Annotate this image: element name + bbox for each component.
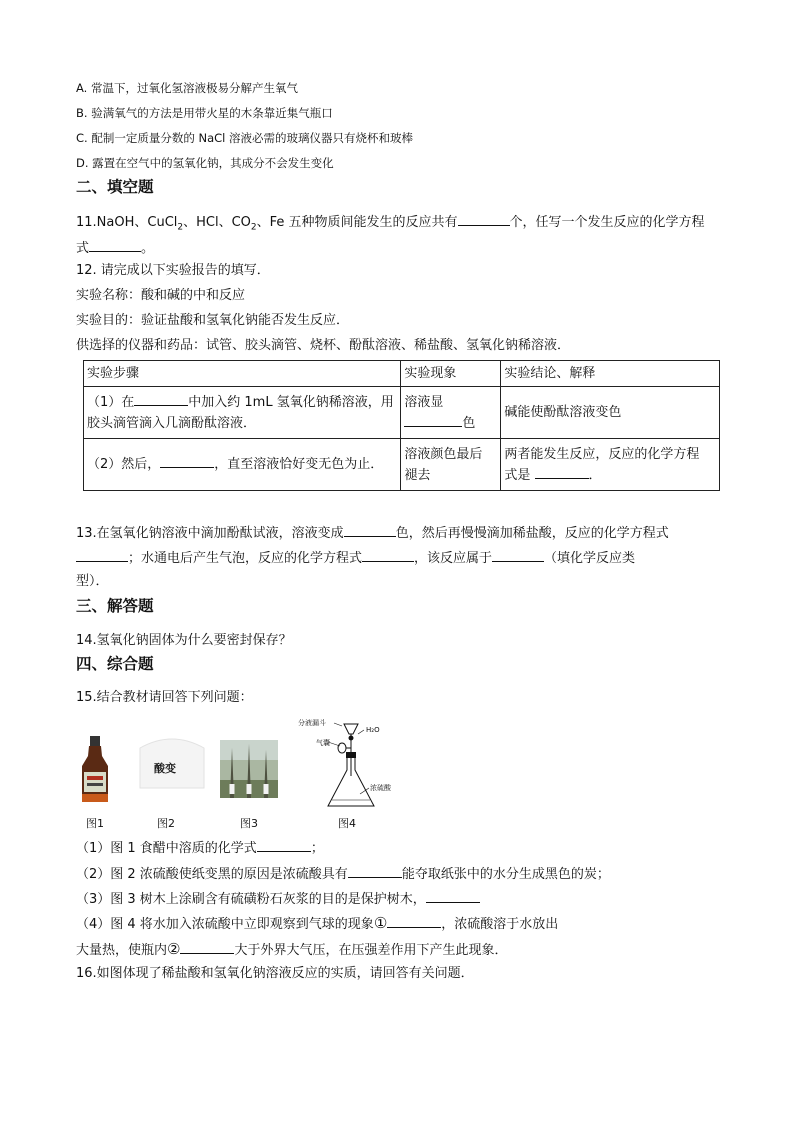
q15-sub2: （2）图 2 浓硫酸使纸变黑的原因是浓硫酸具有 能夺取纸张中的水分生成黑色的炭； — [76, 864, 610, 884]
q15-blank-property[interactable] — [348, 864, 402, 878]
flask-apparatus-figure — [298, 714, 408, 814]
section-comprehensive-heading: 四、综合题 — [76, 655, 154, 673]
q13-blank-equation1[interactable] — [76, 548, 128, 562]
blank-operation[interactable] — [160, 454, 214, 468]
q15-sub3: （3）图 3 树木上涂刷含有硫磺粉石灰浆的目的是保护树木， — [76, 889, 480, 909]
row1-step: （1）在 中加入约 1mL 氢氧化钠稀溶液，用 胶头滴管滴入几滴酚酞溶液． — [84, 387, 401, 439]
table-header-row — [84, 361, 720, 387]
label-funnel: 分液漏斗 — [298, 719, 326, 727]
blackened-paper-figure — [134, 728, 210, 794]
q13-line3: 型）． — [76, 574, 109, 589]
blank-equation[interactable] — [535, 465, 589, 479]
row2-phenomenon: 溶液颜色最后 褪去 — [401, 439, 501, 491]
q12-name: 实验名称：酸和碱的中和反应 — [76, 288, 246, 303]
trees-figure — [220, 740, 278, 798]
q15-title: 15.结合教材请回答下列问题： — [76, 690, 253, 705]
header-steps: 实验步骤 — [84, 361, 401, 387]
q15-sub1: （1）图 1 食醋中溶质的化学式 ； — [76, 838, 324, 858]
option-a: A. 常温下，过氧化氢溶液极易分解产生氧气 — [76, 81, 298, 95]
label-balloon: 气囊 — [316, 739, 330, 747]
experiment-report-table — [83, 360, 720, 491]
caption-fig3: 图3 — [240, 817, 258, 830]
header-phenomenon: 实验现象 — [401, 361, 501, 387]
q13-blank-color[interactable] — [344, 523, 396, 537]
table-row — [84, 387, 720, 439]
q11-blank-equation[interactable] — [89, 238, 141, 252]
caption-fig2: 图2 — [157, 817, 175, 830]
q15-blank-formula[interactable] — [257, 838, 311, 852]
section-answer-heading: 三、解答题 — [76, 597, 154, 615]
q12-title: 12. 请完成以下实验报告的填写． — [76, 263, 270, 278]
q15-sub4-cont: 大量热，使瓶内② 大于外界大气压，在压强差作用下产生此现象． — [76, 940, 508, 958]
q15-blank-purpose[interactable] — [426, 889, 480, 903]
option-b: B. 验满氧气的方法是用带火星的木条靠近集气瓶口 — [76, 106, 333, 120]
q11-line1: 11.NaOH、CuCl$_2$、HCl、$CO_2$、Fe 五种物质间能发生的反应共有 个，任写一个发生反应的化学方程 — [76, 212, 705, 237]
label-acid: 浓硫酸 — [370, 784, 391, 792]
row2-conclusion: 两者能发生反应，反应的化学方程 式是 ． — [501, 439, 720, 491]
paper-text: 酸变 — [154, 762, 176, 775]
q12-purpose: 实验目的：验证盐酸和氢氧化钠能否发生反应． — [76, 313, 350, 328]
q16-text: 16.如图体现了稀盐酸和氢氧化钠溶液反应的实质，请回答有关问题． — [76, 966, 474, 981]
q15-sub4: （4）图 4 将水加入浓硫酸中立即观察到气球的现象① ，浓硫酸溶于水放出 — [76, 914, 559, 932]
q12-materials: 供选择的仪器和药品：试管、胶头滴管、烧杯、酚酞溶液、稀盐酸、氢氧化钠稀溶液． — [76, 338, 571, 353]
q15-blank-pressure[interactable] — [180, 940, 234, 954]
row2-step: （2）然后， ，直至溶液恰好变无色为止． — [84, 439, 401, 491]
q11-blank-count[interactable] — [458, 212, 510, 226]
option-c: C. 配制一定质量分数的 NaCl 溶液必需的玻璃仪器只有烧杯和玻棒 — [76, 131, 414, 145]
q13-line1: 13.在氢氧化钠溶液中滴加酚酞试液，溶液变成 色，然后再慢慢滴加稀盐酸，反应的化学方程式 — [76, 523, 669, 543]
q13-blank-type[interactable] — [492, 548, 544, 562]
q14-text: 14.氢氧化钠固体为什么要密封保存？ — [76, 633, 292, 648]
blank-container[interactable] — [134, 392, 188, 406]
section-fill-heading: 二、填空题 — [76, 178, 154, 196]
vinegar-bottle-figure — [78, 736, 112, 804]
q11-line2: 式 。 — [76, 238, 154, 258]
table-row — [84, 439, 720, 491]
q13-line2: ；水通电后产生气泡，反应的化学方程式 ，该反应属于 （填化学反应类 — [76, 548, 635, 568]
caption-fig1: 图1 — [86, 817, 104, 830]
label-water: H₂O — [366, 726, 380, 734]
row1-phenomenon: 溶液显 色 — [401, 387, 501, 439]
blank-color[interactable] — [404, 413, 462, 427]
option-d: D. 露置在空气中的氢氧化钠，其成分不会发生变化 — [76, 156, 334, 170]
header-conclusion: 实验结论、解释 — [501, 361, 720, 387]
caption-fig4: 图4 — [338, 817, 356, 830]
q15-blank-balloon[interactable] — [387, 914, 441, 928]
q13-blank-equation2[interactable] — [362, 548, 414, 562]
row1-conclusion: 碱能使酚酞溶液变色 — [501, 387, 720, 439]
